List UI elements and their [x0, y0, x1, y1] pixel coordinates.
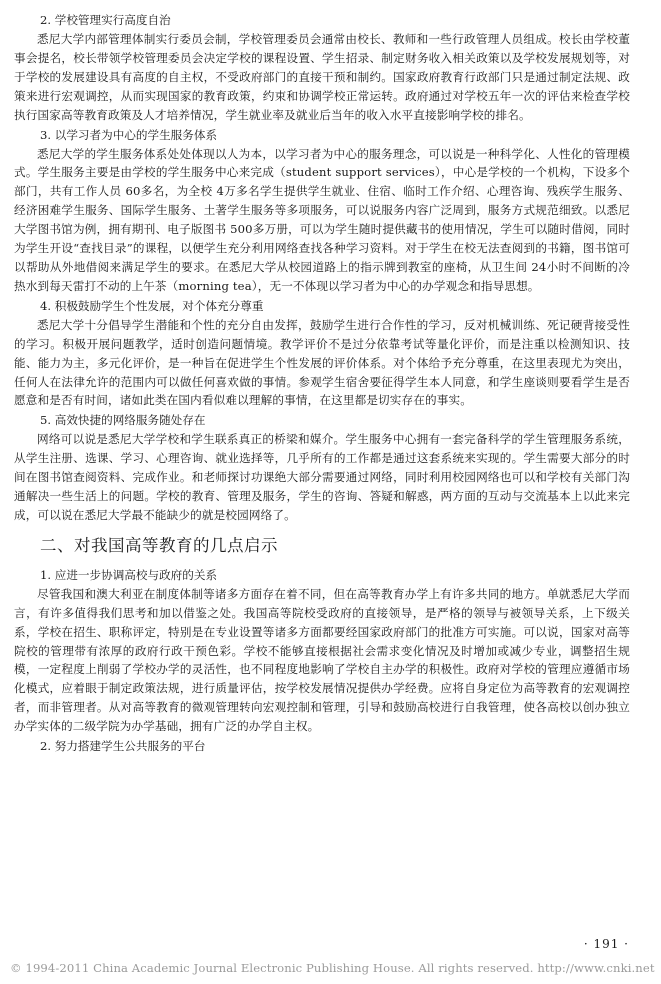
article-body — [14, 10, 630, 756]
subsection-heading: 4. 积极鼓励学生个性发展，对个体充分尊重 — [40, 298, 264, 313]
copyright-footer: © 1994-2011 China Academic Journal Electronic Publishing House. All rights reserved. http://www.cnki.net — [10, 961, 655, 975]
paragraph: 网络可以说是悉尼大学学校和学生联系真正的桥梁和媒介。学生服务中心拥有一套完备科学的学生管理服务系统，从学生注册、选课、学习、心理咨询、就业选择等，几乎所有的工作都是通过这套系统来实现的。学生需要大部分的时间在图书馆查阅资料、完成作业。和老师探讨功课绝大部分需要通过网络，同时利用校园网络也可以和学校有关部门沟通解决一些生活上的问题。学校的教育、管理及服务，学生的咨询、答疑和解惑，两方面的互动与交流基本上以此来完成，可以说在悉尼大学最不能缺少的就是校园网络了。 — [14, 432, 630, 522]
paragraph: 尽管我国和澳大利亚在制度体制等诸多方面存在着不同，但在高等教育办学上有许多共同的地方。单就悉尼大学而言，有许多值得我们思考和加以借鉴之处。我国高等院校受政府的直接领导，是严格的领导与被领导关系，上下级关系，学校在招生、职称评定，特别是在专业设置等诸多方面都要经国家政府部门的批准方可实施。可以说，国家对高等院校的管理带有浓厚的政府行政干预色彩。学校不能够直接根据社会需求变化情况及时增加或减少专业，调整招生规模，一定程度上削弱了学校办学的灵活性，也不同程度地影响了学校自主办学的积极性。政府对学校的管理应遵循市场化模式，应着眼于制定政策法规，进行质量评估，按学校发展情况提供办学经费。应将自身定位为高等教育的宏观调控者，而非管理者。从对高等教育的微观管理转向宏观控制和管理，引导和鼓励高校进行自我管理，使各高校以创办独立办学实体的二级学院为办学基础，拥有广泛的办学自主权。 — [14, 586, 630, 734]
subsection-heading: 2. 努力搭建学生公共服务的平台 — [40, 739, 206, 754]
section-heading: 二、对我国高等教育的几点启示 — [40, 535, 278, 555]
subsection-heading: 5. 高效快捷的网络服务随处存在 — [40, 413, 206, 428]
paragraph: 悉尼大学十分倡导学生潜能和个性的充分自由发挥，鼓励学生进行合作性的学习，反对机械训练、死记硬背接受性的学习。积极开展问题教学，适时创造问题情境。教学评价不是过分依靠考试等量化评价，而是注重以检测知识、技能、能力为主，多元化评价，是一种旨在促进学生个性发展的评价体系。对个体给予充分尊重，在这里表现尤为突出，任何人在法律允许的范围内可以做任何喜欢做的事情。参观学生宿舍要征得学生本人同意，和学生座谈则要看学生是否愿意和是否有时间，诸如此类在国内看似难以理解的事情，在这里都是切实存在的事实。 — [14, 317, 630, 408]
page-number: · 191 · — [583, 937, 629, 951]
paragraph: 悉尼大学内部管理体制实行委员会制，学校管理委员会通常由校长、教师和一些行政管理人员组成。校长由学校董事会提名，校长带领学校管理委员会决定学校的课程设置、学生招录、制定财务收入相关政策以及学校发展规划等，对于学校的发展建设具有高度的自主权，不受政府部门的直接干预和制约。国家政府教育行政部门只是通过制定法规、政策来进行宏观调控，从而实现国家的教育政策，约束和协调学校正常运转。政府通过对学校五年一次的评估来检查学校执行国家高等教育政策及人才培养情况，学生就业率及就业后当年的收入水平直接影响学校的排名。 — [14, 32, 630, 122]
subsection-heading: 2. 学校管理实行高度自治 — [40, 13, 171, 27]
subsection-heading: 1. 应进一步协调高校与政府的关系 — [40, 567, 218, 582]
subsection-heading: 3. 以学习者为中心的学生服务体系 — [40, 127, 218, 142]
paragraph: 悉尼大学的学生服务体系处处体现以人为本，以学习者为中心的服务理念，可以说是一种科学化、人性化的管理模式。学生服务主要是由学校的学生服务中心来完成（student support services），中心是学校的一个机构，下设多个部门，共有工作人员 60多名，为全校 4万多名学生提供学生就业、住宿、临时工作介绍、心理咨询、残疾学生服务、经济困难学生服务、国际学生服务、土著学生服务等多项服务，可以说服务内容广泛周到，服务方式规范细致。以悉尼大学图书馆为例，拥有期刊、电子版图书 500多万册，可以为学生随时提供藏书的使用情况，学生可以随时借阅，同时为学生开设“查找目录”的课程，以便学生充分利用网络查找各种学习资料。对于学生在校无法查阅到的书籍，图书馆可以帮助从外地借阅来满足学生的要求。在悉尼大学从校园道路上的指示牌到教室的座椅，从卫生间 24小时不间断的冷热水到每天雷打不动的上午茶（morning tea），无一不体现以学习者为中心的办学观念和指导思想。 — [14, 146, 630, 293]
